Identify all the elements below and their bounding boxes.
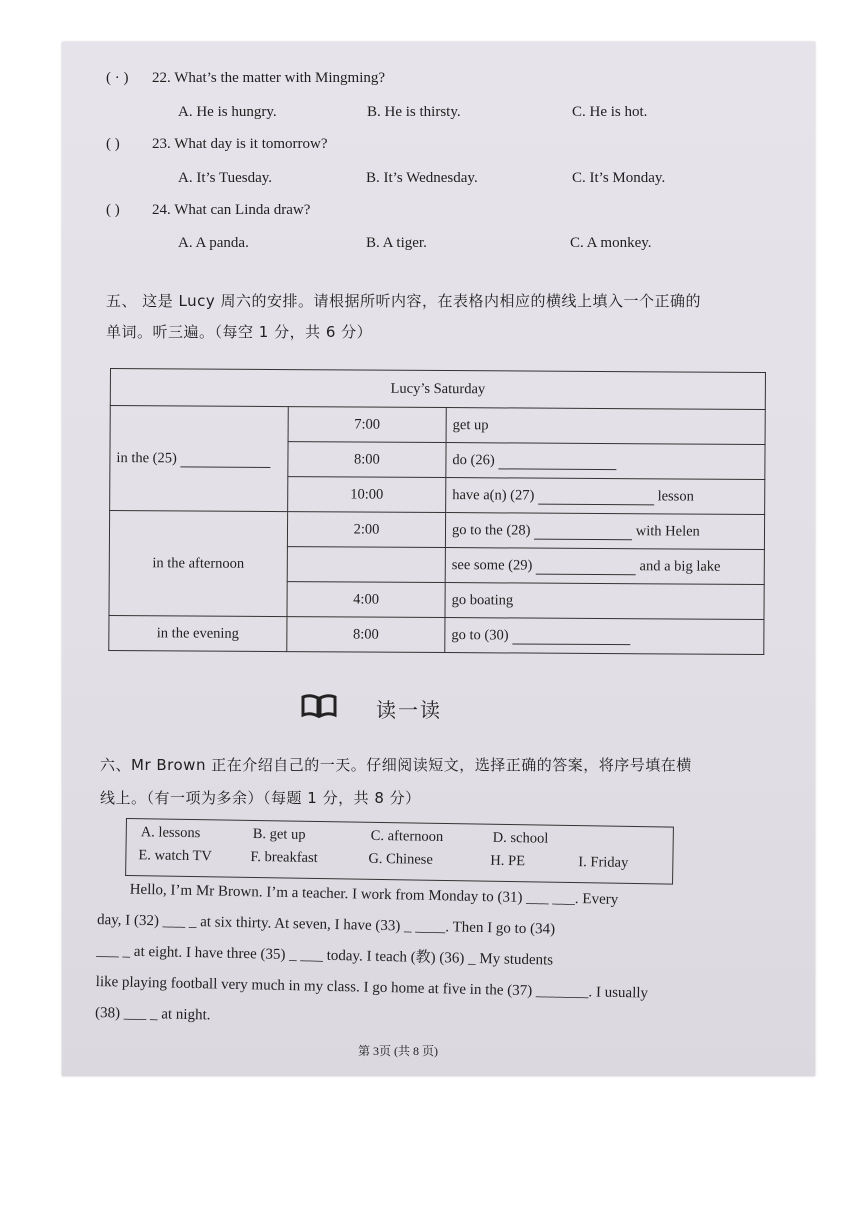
passage-line: (38) ___ _ at night. <box>94 1004 211 1024</box>
activity-text: do (26) <box>452 451 495 468</box>
option-a[interactable]: A. A panda. <box>178 235 249 251</box>
period-label: in the (25) <box>116 449 177 466</box>
answer-blank-27[interactable] <box>538 503 654 505</box>
question-stem: 23. What day is it tomorrow? <box>152 136 328 152</box>
option-a[interactable]: A. He is hungry. <box>178 104 277 120</box>
schedule-table <box>108 368 766 655</box>
period-cell <box>110 406 289 512</box>
activity-text: have a(n) (27) <box>452 486 535 504</box>
word-option: B. get up <box>252 825 306 843</box>
word-option: H. PE <box>490 852 526 870</box>
option-b[interactable]: B. It’s Wednesday. <box>366 170 478 186</box>
page-number: 第 3页 (共 8 页) <box>358 1044 438 1058</box>
answer-blank-26[interactable] <box>498 468 616 470</box>
question-stem: 24. What can Linda draw? <box>152 202 311 218</box>
open-book-icon <box>300 694 338 718</box>
answer-paren[interactable]: ( ) <box>106 136 120 152</box>
word-option: D. school <box>492 829 549 847</box>
passage-line: like playing football very much in my class. I go home at five in the (37) _______. I usually <box>95 973 649 1002</box>
activity-text: get up <box>452 416 489 433</box>
activity-tail: with Helen <box>635 522 700 540</box>
table-row <box>110 406 765 445</box>
table-row <box>109 511 764 550</box>
activity-text: go to (30) <box>451 626 509 643</box>
activity-text: go to the (28) <box>451 521 531 539</box>
activity-cell <box>445 548 764 585</box>
activity-cell <box>445 618 764 655</box>
section6-heading: 六、Mr Brown 正在介绍自己的一天。仔细阅读短文，选择正确的答案，将序号填在横 <box>100 756 692 774</box>
time-cell: 8:00 <box>287 617 445 653</box>
period-cell: in the afternoon <box>109 511 288 617</box>
answer-blank-30[interactable] <box>512 643 630 645</box>
exam-page <box>62 42 815 1076</box>
answer-paren[interactable]: ( ) <box>106 202 120 218</box>
activity-tail: lesson <box>657 487 694 505</box>
reading-title: 读一读 <box>376 698 442 722</box>
activity-text: go boating <box>451 591 514 608</box>
time-cell: 4:00 <box>287 582 445 618</box>
time-cell: 8:00 <box>288 442 446 478</box>
option-c[interactable]: C. He is hot. <box>572 104 648 120</box>
activity-cell <box>446 408 765 445</box>
activity-cell <box>446 478 765 515</box>
question-stem: 22. What’s the matter with Mingming? <box>152 70 386 86</box>
passage-line: Hello, I’m Mr Brown. I’m a teacher. I work from Monday to (31) ___ ___. Every <box>129 881 619 908</box>
option-c[interactable]: C. It’s Monday. <box>572 170 666 186</box>
time-cell: 7:00 <box>288 407 446 443</box>
time-cell: 10:00 <box>288 477 446 513</box>
activity-tail: and a big lake <box>639 557 721 575</box>
activity-cell <box>445 513 764 550</box>
option-c[interactable]: C. A monkey. <box>570 235 652 251</box>
activity-cell <box>445 583 764 620</box>
reading-passage <box>95 874 738 1042</box>
activity-cell <box>446 443 765 480</box>
word-bank <box>125 818 674 885</box>
time-cell <box>287 547 445 583</box>
option-b[interactable]: B. A tiger. <box>366 235 427 251</box>
answer-blank-29[interactable] <box>536 573 636 575</box>
word-option: F. breakfast <box>250 848 318 867</box>
section6-heading-cont: 线上。（有一项为多余）（每题 1 分，共 8 分） <box>100 789 421 807</box>
word-option: A. lessons <box>140 824 201 842</box>
answer-blank-25[interactable] <box>180 466 270 468</box>
word-option: C. afternoon <box>370 827 444 845</box>
passage-line: day, I (32) ___ _ at six thirty. At seven, I have (33) _ ____. Then I go to (34) <box>96 911 556 938</box>
section5-heading: 五、 这是 Lucy 周六的安排。请根据所听内容，在表格内相应的横线上填入一个正确的 <box>106 292 702 310</box>
time-cell: 2:00 <box>287 512 445 548</box>
word-option: I. Friday <box>578 854 629 871</box>
table-row <box>109 615 764 654</box>
table-title: Lucy’s Saturday <box>110 369 765 410</box>
word-option: G. Chinese <box>368 850 433 868</box>
option-a[interactable]: A. It’s Tuesday. <box>178 170 273 186</box>
period-cell: in the evening <box>109 615 287 651</box>
section5-heading-cont: 单词。听三遍。（每空 1 分，共 6 分） <box>106 323 373 341</box>
activity-text: see some (29) <box>451 556 533 574</box>
passage-line: ___ _ at eight. I have three (35) _ ___ today. I teach (教) (36) _ My students <box>96 942 554 969</box>
answer-paren[interactable]: ( · ) <box>106 70 129 86</box>
option-b[interactable]: B. He is thirsty. <box>367 104 461 120</box>
answer-blank-28[interactable] <box>534 538 632 540</box>
word-option: E. watch TV <box>138 847 212 865</box>
